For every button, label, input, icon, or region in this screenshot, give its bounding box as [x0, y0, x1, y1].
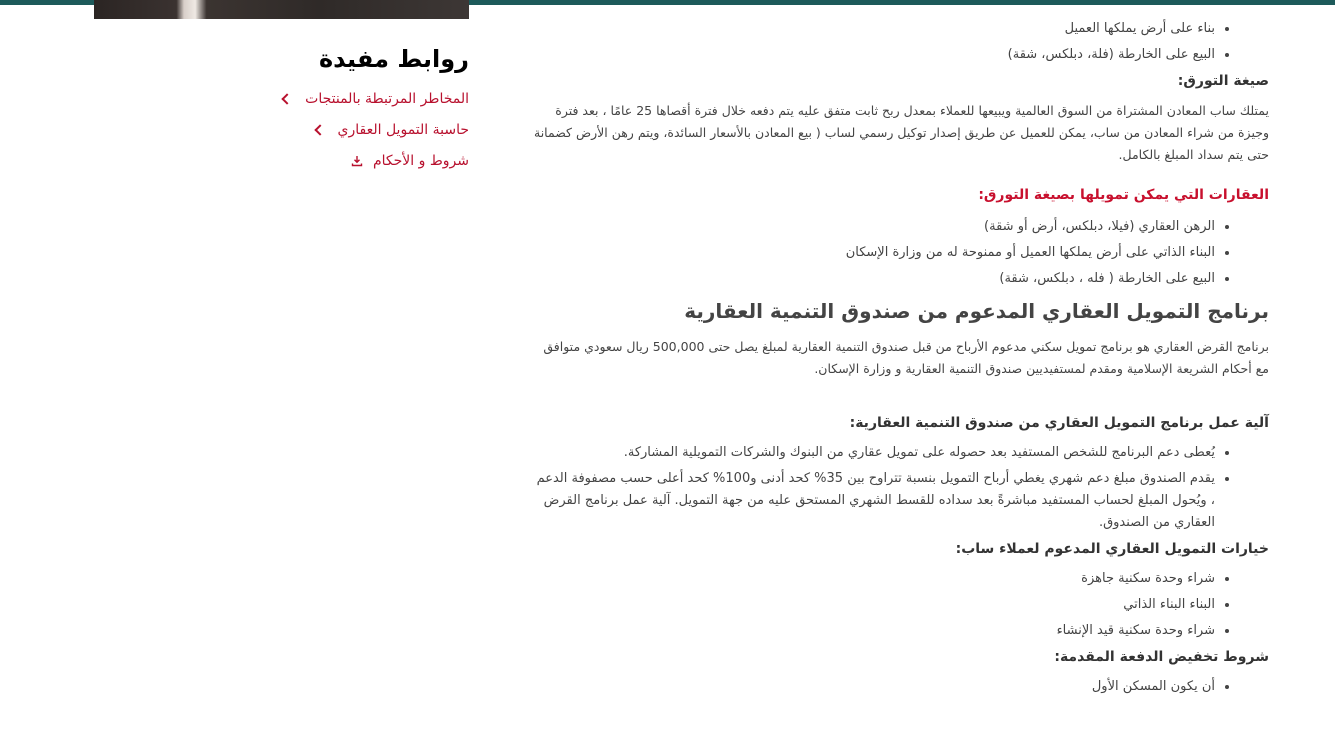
list-item: • أن يكون المسكن الأول — [534, 676, 1215, 698]
spacer — [534, 380, 1269, 408]
eligible-properties-heading: العقارات التي يمكن تمويلها بصيغة التورق: — [978, 187, 1269, 203]
terms-conditions-label: شروط و الأحكام — [372, 153, 469, 169]
list-item: • البناء الذاتي على أرض يملكها العميل أو ممنوحة له من وزارة الإسكان — [534, 242, 1215, 264]
top-list — [534, 18, 1269, 66]
tawarruq-heading: صيغة التورق: — [1177, 73, 1269, 89]
download-icon — [351, 155, 363, 167]
list-item: • الرهن العقاري (فيلا، دبلكس، أرض أو شقة) — [534, 216, 1215, 238]
useful-links-sidebar — [94, 40, 469, 181]
list-item: • يقدم الصندوق مبلغ دعم شهري يغطي أرباح التمويل بنسبة تتراوح بين 35% كحد أدنى و100% كحد أعلى حسب مصفوفة الدعم ، ويُحول المبلغ لحساب المستفيد مباشرةً بعد سداده للقسط الشهري المستحق عليه من جهة التمويل. آلية عمل برنامج القرض العقاري من الصندوق. — [534, 468, 1215, 534]
main-content — [534, 18, 1269, 702]
product-risks-link[interactable] — [283, 88, 469, 110]
list-item: • البيع على الخارطة (فلة، دبلكس، شقة) — [534, 44, 1215, 66]
sidebar-hero-image — [94, 0, 469, 19]
options-heading: خيارات التمويل العقاري المدعوم لعملاء ساب: — [955, 541, 1269, 557]
list-item: • البناء البناء الذاتي — [534, 594, 1215, 616]
mortgage-calculator-label: حاسبة التمويل العقاري — [337, 122, 469, 138]
sidebar-link-item — [94, 119, 469, 150]
mechanism-list — [534, 442, 1269, 534]
down-payment-list — [534, 676, 1269, 698]
list-item: • شراء وحدة سكنية جاهزة — [534, 568, 1215, 590]
list-item: • بناء على أرض يملكها العميل — [534, 18, 1215, 40]
program-title: برنامج التمويل العقاري المدعوم من صندوق التنمية العقارية — [684, 299, 1269, 323]
sidebar-title: روابط مفيدة — [319, 45, 469, 73]
list-item: • يُعطى دعم البرنامج للشخص المستفيد بعد حصوله على تمويل عقاري من البنوك والشركات التمويلية المشاركة. — [534, 442, 1215, 464]
mortgage-calculator-link[interactable] — [316, 119, 469, 141]
options-list — [534, 568, 1269, 642]
tawarruq-paragraph: يمتلك ساب المعادن المشتراة من السوق العالمية ويبيعها للعملاء بمعدل ربح ثابت متفق عليه يتم دفعه خلال فترة أقصاها 25 عامًا ، بعد فترة وجيزة من شراء المعادن من ساب، يمكن للعميل عن طريق إصدار توكيل رسمي لساب ( بيع المعادن بالأسعار السائدة، ويتم رهن الأرض كضمانة حتى يتم سداد المبلغ بالكامل. — [534, 103, 1269, 162]
eligible-properties-list — [534, 216, 1269, 290]
chevron-left-icon — [281, 93, 292, 104]
chevron-left-icon — [314, 124, 325, 135]
program-paragraph: برنامج القرض العقاري هو برنامج تمويل سكني مدعوم الأرباح من قبل صندوق التنمية العقارية لمبلغ يصل حتى 500,000 ريال سعودي متوافق مع أحكام الشريعة الإسلامية ومقدم لمستفيديين صندوق التنمية العقارية و وزارة الإسكان. — [543, 339, 1269, 376]
mechanism-heading: آلية عمل برنامج التمويل العقاري من صندوق التنمية العقارية: — [849, 415, 1269, 431]
sidebar-link-item — [94, 88, 469, 119]
sidebar-links-list — [94, 88, 469, 181]
terms-conditions-link[interactable] — [351, 150, 469, 172]
down-payment-heading: شروط تخفيض الدفعة المقدمة: — [1054, 649, 1269, 665]
sidebar-link-item — [94, 150, 469, 181]
list-item: • البيع على الخارطة ( فله ، دبلكس، شقة) — [534, 268, 1215, 290]
product-risks-label: المخاطر المرتبطة بالمنتجات — [305, 91, 469, 107]
list-item: • شراء وحدة سكنية قيد الإنشاء — [534, 620, 1215, 642]
